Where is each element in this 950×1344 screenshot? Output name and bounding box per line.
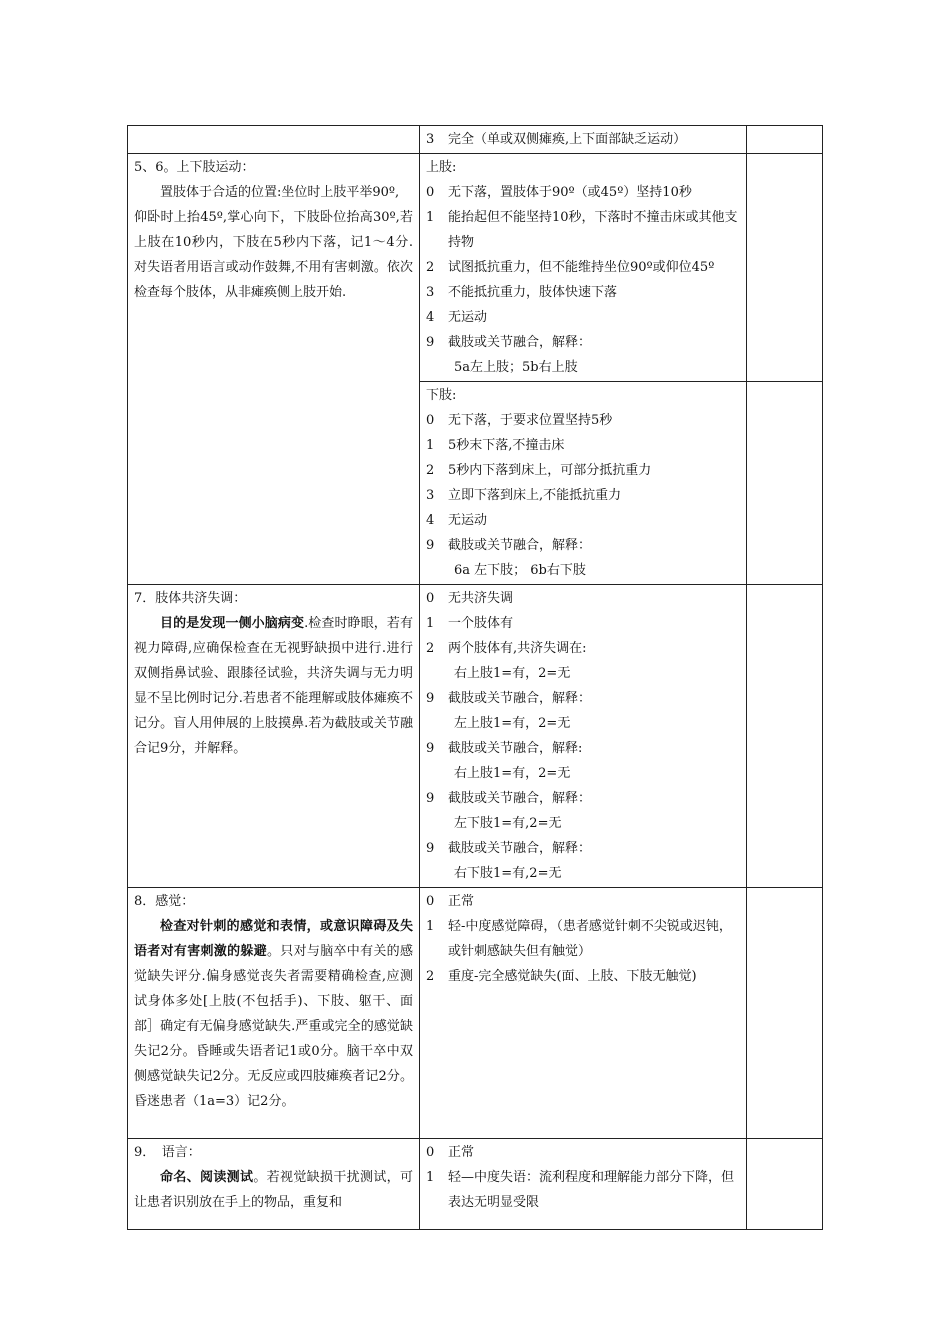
limb-label: 下肢: — [426, 388, 457, 403]
item-desc: 仰卧时上抬45º,掌心向下，下肢卧位抬高30º,若上肢在10秒内，下肢在5秒内下落，记1～4分.对失语者用语言或动作鼓舞,不用有害刺激。依次检查每个肢体，从非瘫痪侧上肢开始. — [134, 210, 413, 300]
table-row — [128, 585, 823, 888]
option-key: 9 — [426, 335, 435, 350]
item-desc-bold: 命名、阅读测试 — [160, 1170, 254, 1185]
option-note: 5a左上肢；5b右上肢 — [454, 360, 578, 375]
option-line — [426, 786, 740, 811]
option-key: 0 — [426, 185, 435, 200]
item-cell — [128, 888, 420, 1139]
option-text: 无共济失调 — [448, 591, 514, 606]
option-text: 能抬起但不能坚持10秒，下落时不撞击床或其他支持物 — [448, 210, 738, 250]
option-key: 2 — [426, 969, 435, 984]
option-text: 5秒末下落,不撞击床 — [448, 438, 565, 453]
option-key: 4 — [426, 310, 435, 325]
item-title: 9． 语言： — [134, 1145, 201, 1160]
option-line — [426, 1140, 740, 1165]
score-cell — [747, 126, 823, 154]
option-text: 轻-中度感觉障碍，（患者感觉针刺不尖锐或迟钝，或针刺感缺失但有触觉） — [448, 919, 732, 959]
option-key: 1 — [426, 1170, 435, 1185]
option-line — [426, 964, 740, 989]
option-line — [426, 205, 740, 255]
scale-table-container — [127, 125, 822, 1230]
option-line — [426, 636, 740, 661]
item-desc-bold: 检查对针刺的感觉和表情，或意识障碍及失语者对有害刺激的躲避 — [134, 919, 413, 959]
option-text: 截肢或关节融合，解释： — [448, 791, 592, 806]
option-text: 两个肢体有,共济失调在: — [448, 641, 587, 656]
option-key: 9 — [426, 538, 435, 553]
option-note: 右上肢1=有，2=无 — [454, 766, 571, 781]
option-text: 正常 — [448, 894, 475, 909]
option-line — [426, 889, 740, 914]
option-cell — [420, 888, 747, 1139]
option-line — [426, 255, 740, 280]
option-key: 2 — [426, 463, 435, 478]
option-note: 左上肢1=有，2=无 — [454, 716, 571, 731]
item-desc-rest: 。只对与脑卒中有关的感觉缺失评分.偏身感觉丧失者需要精确检查,应测试身体多处[上肢(不包括手)、下肢、躯干、面部］确定有无偏身感觉缺失.严重或完全的感觉缺失记2分。昏睡或失语者记1或0分。脑干卒中双侧感觉缺失记2分。无反应或四肢瘫痪者记2分。昏迷患者（1a=3）记2分。 — [134, 944, 413, 1109]
item-desc-rest: 。若视觉缺损干扰测试，可让患者识别放在手上的物品，重复和 — [134, 1170, 413, 1210]
option-text: 5秒内下落到床上，可部分抵抗重力 — [448, 463, 652, 478]
item-desc — [134, 1165, 413, 1215]
score-cell — [747, 585, 823, 888]
option-note: 右下肢1=有,2=无 — [454, 866, 562, 881]
option-cell — [420, 154, 747, 382]
option-text: 无运动 — [448, 310, 488, 325]
option-text: 无下落，置肢体于90º（或45º）坚持10秒 — [448, 185, 692, 200]
option-line — [426, 508, 740, 533]
option-line — [426, 408, 740, 433]
item-desc: 置肢体于合适的位置:坐位时上肢平举90º, — [160, 185, 400, 200]
item-title: 8．感觉： — [134, 894, 195, 909]
option-note: 6a 左下肢； 6b右下肢 — [454, 563, 586, 578]
option-text: 截肢或关节融合，解释： — [448, 691, 592, 706]
item-cell — [128, 154, 420, 585]
item-title: 5、6。上下肢运动： — [134, 160, 255, 175]
option-key: 0 — [426, 1145, 435, 1160]
option-line — [426, 280, 740, 305]
option-key: 0 — [426, 413, 435, 428]
option-text: 无下落，于要求位置坚持5秒 — [448, 413, 613, 428]
option-line — [426, 483, 740, 508]
option-key: 2 — [426, 260, 435, 275]
nihss-table — [127, 125, 823, 1230]
option-text: 完全（单或双侧瘫痪,上下面部缺乏运动） — [448, 132, 687, 147]
option-line — [426, 180, 740, 205]
option-line — [426, 127, 740, 152]
score-cell — [747, 154, 823, 382]
option-key: 9 — [426, 841, 435, 856]
option-key: 0 — [426, 894, 435, 909]
item-desc — [134, 611, 413, 761]
option-line — [426, 458, 740, 483]
option-text: 轻—中度失语：流利程度和理解能力部分下降，但表达无明显受限 — [448, 1170, 735, 1210]
limb-label: 上肢: — [426, 160, 457, 175]
item-title: 7．肢体共济失调： — [134, 591, 247, 606]
option-cell — [420, 1139, 747, 1230]
option-note: 右上肢1=有，2=无 — [454, 666, 571, 681]
option-text: 重度-完全感觉缺失(面、上肢、下肢无触觉) — [448, 969, 697, 984]
option-line — [426, 836, 740, 861]
option-key: 3 — [426, 285, 435, 300]
option-key: 9 — [426, 791, 435, 806]
option-text: 不能抵抗重力，肢体快速下落 — [448, 285, 618, 300]
option-text: 截肢或关节融合，解释： — [448, 538, 592, 553]
score-cell — [747, 382, 823, 585]
option-key: 3 — [426, 132, 435, 147]
option-text: 截肢或关节融合，解释: — [448, 741, 583, 756]
item-cell — [128, 1139, 420, 1230]
item-cell — [128, 126, 420, 154]
option-note: 左下肢1=有,2=无 — [454, 816, 562, 831]
option-text: 无运动 — [448, 513, 488, 528]
item-desc-bold: 目的是发现一侧小脑病变 — [160, 616, 305, 631]
option-text: 正常 — [448, 1145, 475, 1160]
option-key: 1 — [426, 616, 435, 631]
option-line — [426, 914, 740, 964]
option-key: 1 — [426, 438, 435, 453]
option-line — [426, 533, 740, 558]
option-line — [426, 611, 740, 636]
option-line — [426, 586, 740, 611]
option-text: 立即下落到床上,不能抵抗重力 — [448, 488, 622, 503]
option-line — [426, 736, 740, 761]
score-cell — [747, 888, 823, 1139]
option-line — [426, 305, 740, 330]
option-text: 试图抵抗重力，但不能维持坐位90º或仰位45º — [448, 260, 715, 275]
item-desc-rest: .检查时睁眼，若有视力障碍,应确保检查在无视野缺损中进行.进行双侧指鼻试验、跟膝径试验，共济失调与无力明显不呈比例时记分.若患者不能理解或肢体瘫痪不记分。盲人用伸展的上肢摸鼻.若为截肢或关节融合记9分，并解释。 — [134, 616, 413, 756]
option-key: 9 — [426, 741, 435, 756]
option-key: 3 — [426, 488, 435, 503]
option-text: 截肢或关节融合，解释： — [448, 841, 592, 856]
option-cell — [420, 126, 747, 154]
item-desc — [134, 914, 413, 1114]
option-key: 1 — [426, 919, 435, 934]
option-text: 一个肢体有 — [448, 616, 514, 631]
score-cell — [747, 1139, 823, 1230]
option-line — [426, 1165, 740, 1215]
option-line — [426, 686, 740, 711]
option-cell — [420, 382, 747, 585]
option-key: 0 — [426, 591, 435, 606]
item-cell — [128, 585, 420, 888]
option-key: 1 — [426, 210, 435, 225]
table-row — [128, 888, 823, 1139]
option-line — [426, 330, 740, 355]
option-text: 截肢或关节融合，解释： — [448, 335, 592, 350]
option-line — [426, 433, 740, 458]
option-key: 2 — [426, 641, 435, 656]
table-row — [128, 126, 823, 154]
option-key: 4 — [426, 513, 435, 528]
table-row — [128, 1139, 823, 1230]
option-cell — [420, 585, 747, 888]
option-key: 9 — [426, 691, 435, 706]
table-row — [128, 154, 823, 382]
